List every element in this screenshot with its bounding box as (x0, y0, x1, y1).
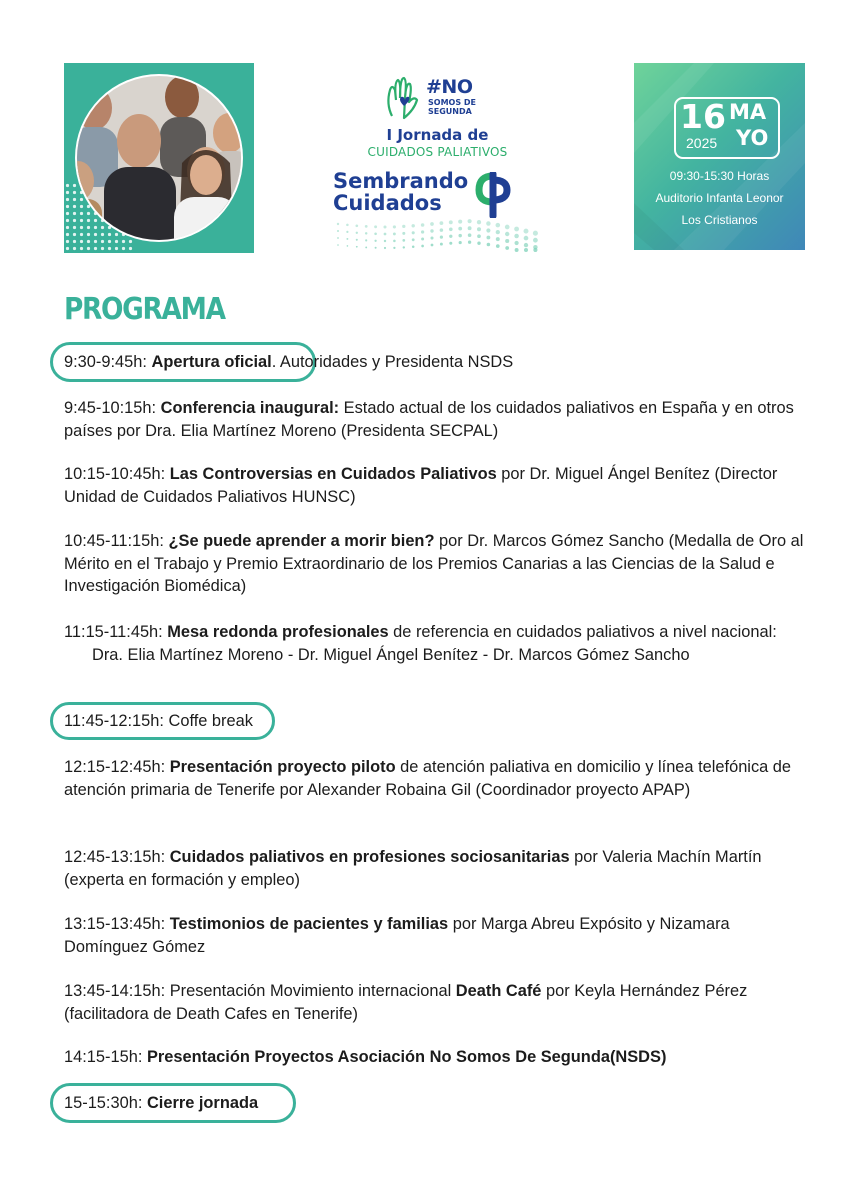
entry-rest: por Keyla Hernández Pérez (facilitadora de Death Cafes en Tenerife) (64, 982, 748, 1023)
entry-rest: por Marga Abreu Expósito y Nizamara Domínguez Gómez (64, 915, 730, 956)
program-heading: PROGRAMA (64, 292, 225, 327)
logo-big2: Cuidados (333, 191, 442, 215)
date-box (634, 63, 805, 250)
logo-big-title (333, 170, 468, 214)
entry-time: 11:45-12:15h: (64, 712, 169, 730)
entry-time: 9:45-10:15h: (64, 399, 161, 417)
date-town: Los Cristianos (681, 213, 758, 227)
entry-time: 12:45-13:15h: (64, 848, 170, 866)
date-month-a: MA (729, 100, 767, 124)
logo-line1: I Jornada de (386, 126, 489, 144)
program-entry (64, 1046, 804, 1069)
logo-hashtag-sub: SOMOS DE SEGUNDA (428, 98, 476, 116)
date-day: 16 (680, 97, 726, 136)
entry-title: Cuidados paliativos en profesiones sociosanitarias (169, 848, 570, 866)
entry-time: 13:15-13:45h: (64, 915, 170, 933)
date-place: Auditorio Infanta Leonor (655, 191, 784, 205)
entry-time: 15-15:30h: (64, 1094, 147, 1112)
entry-time: 11:15-11:45h: (64, 623, 168, 641)
program-entry (64, 710, 804, 733)
entry-rest: de atención paliativa en domicilio y línea telefónica de atención primaria de Tenerife por Alexander Robaina Gil (Coordinador proyecto APAP) (64, 758, 792, 799)
event-logo (330, 72, 545, 252)
program-entry (64, 846, 804, 891)
entry-rest: por Dr. Marcos Gómez Sancho (Medalla de Oro al Mérito en el Trabajo y Premio Extraordinario de los Premios Canarias a las Ciencias de la Salud e Investigación Biomédica) (64, 532, 804, 595)
program-entry (64, 397, 804, 442)
program-entry (64, 756, 804, 801)
program-entry (64, 463, 804, 508)
entry-rest: . Autoridades y Presidenta NSDS (271, 353, 514, 371)
entry-title: Presentación Proyectos Asociación No Somos De Segunda(NSDS) (146, 1048, 667, 1066)
entry-time: 10:45-11:15h: (64, 532, 169, 550)
entry-title: Cierre jornada (146, 1094, 259, 1112)
entry-rest: Coffe break (168, 712, 253, 730)
date-month-b: YO (736, 126, 769, 150)
entry-title: Mesa redonda profesionales (167, 623, 389, 641)
entry-time: 10:15-10:45h: (64, 465, 170, 483)
entry-title: Testimonios de pacientes y familias (169, 915, 449, 933)
people-photo-icon (64, 63, 254, 253)
entry-title: ¿Se puede aprender a morir bien? (168, 532, 435, 550)
date-hours: 09:30-15:30 Horas (669, 169, 770, 183)
entry-title: Las Controversias en Cuidados Paliativos (169, 465, 497, 483)
program-entry (64, 530, 804, 598)
entry-rest: por Valeria Machín Martín (experta en formación y empleo) (64, 848, 762, 889)
logo-hashtag: #NO (426, 76, 473, 98)
date-year: 2025 (686, 135, 718, 151)
entry-title: Apertura oficial (151, 353, 272, 371)
program-entry (64, 913, 804, 958)
people-photo (64, 63, 254, 253)
entry-rest: de referencia en cuidados paliativos a nivel nacional: (388, 623, 777, 641)
program-entry (64, 980, 804, 1025)
entry-rest: Estado actual de los cuidados paliativos en España y en otros países por Dra. Elia Martínez Moreno (Presidenta SECPAL) (64, 399, 794, 440)
entry-title: Conferencia inaugural: (160, 399, 340, 417)
dots-wave-icon (330, 216, 545, 252)
program-entry (64, 1092, 804, 1115)
logo-big1: Sembrando (333, 169, 469, 193)
cp-mark-icon (473, 172, 513, 218)
hands-heart-icon (384, 76, 424, 122)
entry-time: 9:30-9:45h: (64, 353, 152, 371)
entry-title: Presentación proyecto piloto (169, 758, 396, 776)
entry-title: Death Café (455, 982, 542, 1000)
entry-rest: por Dr. Miguel Ángel Benítez (Director Unidad de Cuidados Paliativos HUNSC) (64, 465, 778, 506)
entry-time: 13:45-14:15h: Presentación Movimiento internacional (64, 982, 456, 1000)
entry-time: 14:15-15h: (64, 1048, 147, 1066)
logo-line2: CUIDADOS PALIATIVOS (367, 145, 508, 159)
entry-time: 12:15-12:45h: (64, 758, 170, 776)
entry-speakers: Dra. Elia Martínez Moreno - Dr. Miguel Ángel Benítez - Dr. Marcos Gómez Sancho (92, 645, 690, 664)
program-entry (64, 351, 804, 374)
program-entry (64, 621, 804, 666)
